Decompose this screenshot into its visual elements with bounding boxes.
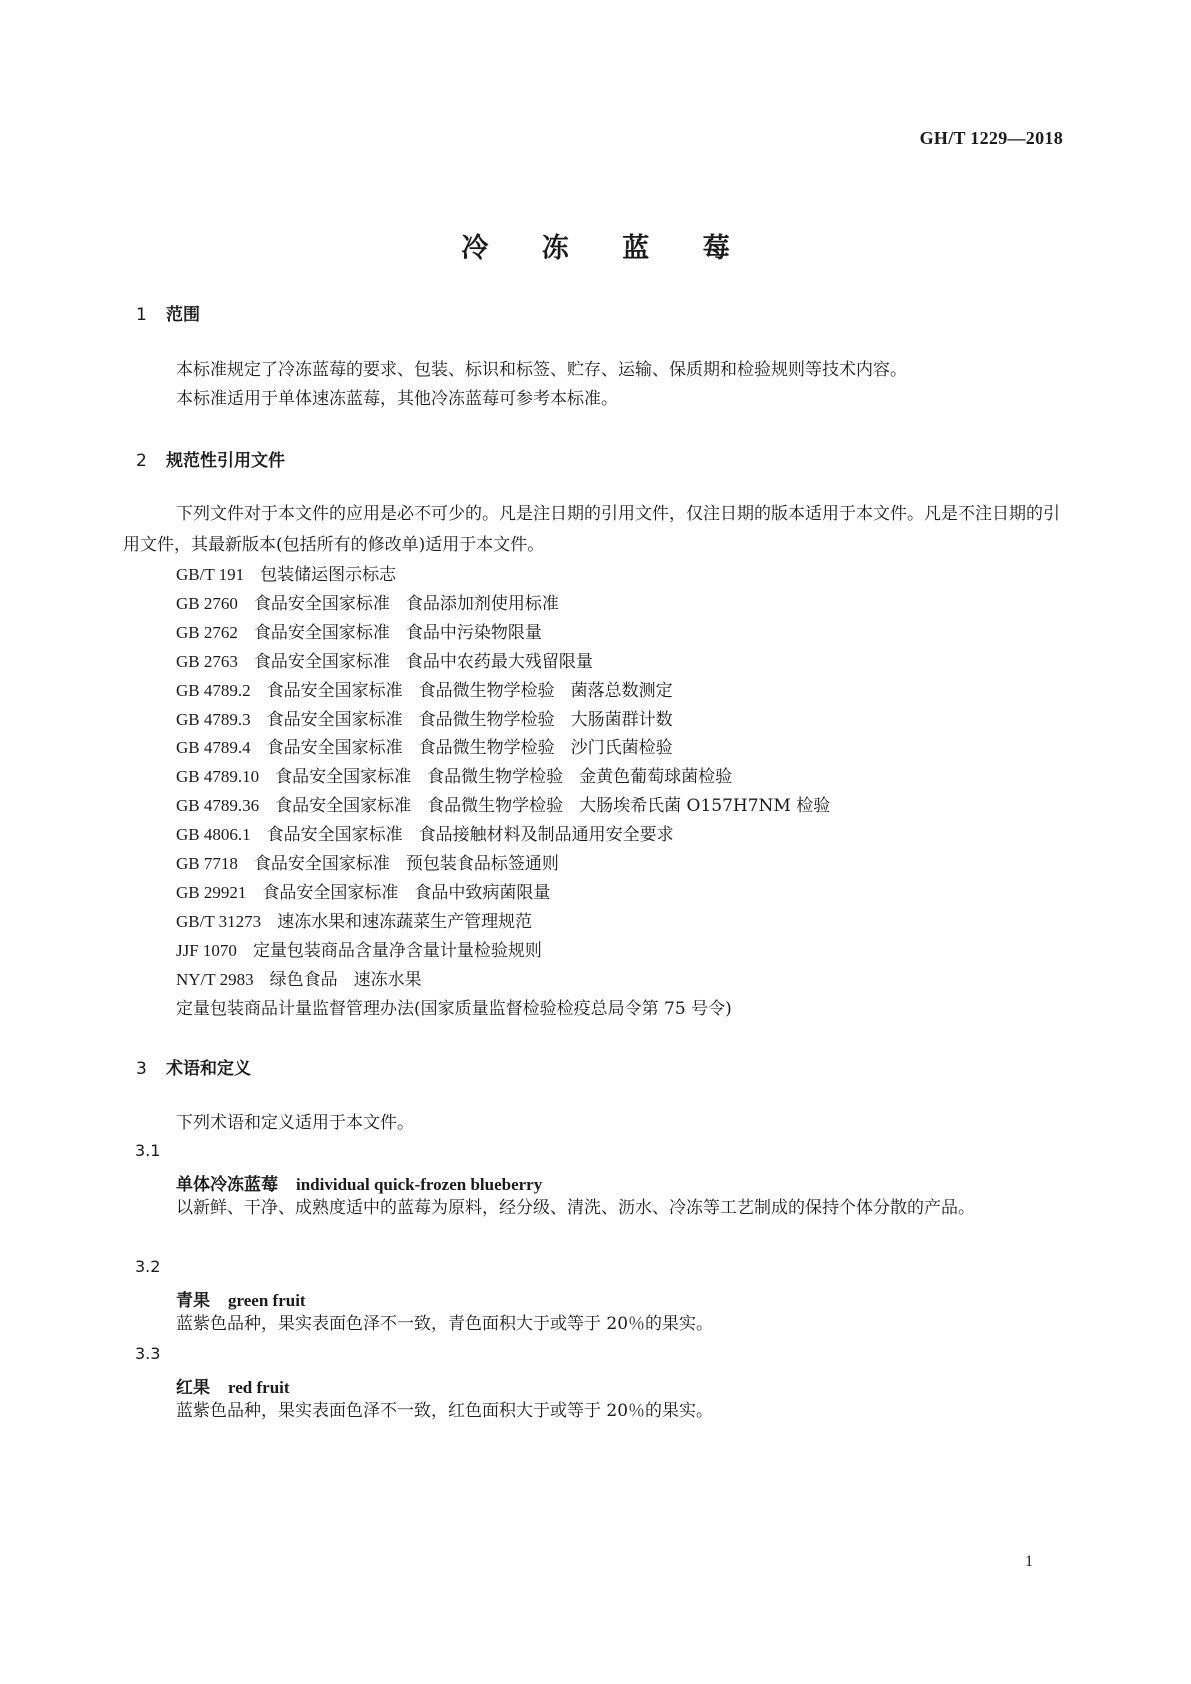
section-title: 范围 bbox=[166, 305, 200, 325]
reference-item bbox=[176, 965, 438, 990]
reference-item bbox=[176, 820, 690, 845]
reference-title: 食品微生物学检验 bbox=[418, 738, 555, 759]
reference-item bbox=[176, 762, 748, 787]
reference-code: GB 4789.10 bbox=[176, 767, 260, 787]
reference-code: GB 4789.3 bbox=[176, 709, 251, 729]
reference-code: GB 29921 bbox=[176, 882, 247, 902]
reference-code: GB/T 191 bbox=[176, 565, 245, 584]
reference-title: 食品添加剂使用标准 bbox=[405, 593, 559, 614]
section-1-heading bbox=[136, 300, 200, 325]
section-3-intro: 下列术语和定义适用于本文件。 bbox=[176, 1113, 414, 1133]
reference-title: 食品安全国家标准 bbox=[275, 796, 412, 817]
standard-number: GH/T 1229—2018 bbox=[919, 128, 1063, 148]
reference-title: 食品安全国家标准 bbox=[262, 882, 399, 903]
section-2-heading bbox=[136, 446, 285, 471]
reference-title: 食品微生物学检验 bbox=[418, 709, 555, 730]
term-definition: 蓝紫色品种，果实表面色泽不一致，青色面积大于或等于 20％的果实。 bbox=[176, 1314, 714, 1334]
reference-code: GB/T 31273 bbox=[176, 911, 262, 931]
term-number: 3.3 bbox=[135, 1344, 161, 1363]
reference-item bbox=[176, 647, 609, 672]
reference-item bbox=[176, 994, 748, 1019]
reference-title: 食品安全国家标准 bbox=[253, 854, 390, 874]
term-heading bbox=[176, 1286, 306, 1311]
section-3-heading bbox=[136, 1054, 251, 1079]
reference-title: 食品安全国家标准 bbox=[266, 738, 403, 759]
reference-item bbox=[176, 705, 689, 730]
reference-code: GB 4789.36 bbox=[176, 796, 260, 816]
reference-title: 菌落总数测定 bbox=[570, 680, 673, 701]
reference-title: 食品接触材料及制品通用安全要求 bbox=[418, 825, 674, 846]
reference-title: 食品安全国家标准 bbox=[266, 709, 403, 730]
reference-title: 食品中农药最大残留限量 bbox=[405, 651, 593, 672]
reference-title: 金黄色葡萄球菌检验 bbox=[579, 767, 733, 788]
reference-item bbox=[176, 907, 548, 932]
reference-code: JJF 1070 bbox=[176, 940, 237, 960]
reference-item bbox=[176, 589, 575, 614]
section-title: 规范性引用文件 bbox=[166, 451, 285, 471]
reference-title: 食品安全国家标准 bbox=[253, 651, 390, 672]
section-number: 2 bbox=[136, 451, 147, 471]
reference-title: 定量包装商品含量净含量计量检验规则 bbox=[252, 940, 542, 961]
reference-item bbox=[176, 936, 558, 961]
reference-title: 包装储运图示标志 bbox=[260, 565, 397, 585]
reference-title: 大肠菌群计数 bbox=[570, 709, 673, 730]
term-zh: 红果 bbox=[176, 1378, 210, 1398]
page-number: 1 bbox=[1025, 1553, 1033, 1570]
document-title: 冷 冻 蓝 莓 bbox=[461, 233, 752, 264]
reference-code: GB 4789.4 bbox=[176, 738, 251, 758]
section-2-intro: 下列文件对于本文件的应用是必不可少的。凡是注日期的引用文件，仅注日期的版本适用于本文件。凡是不注日期的引用文件，其最新版本(包括所有的修改单)适用于本文件。 bbox=[123, 504, 1060, 555]
reference-title: 食品安全国家标准 bbox=[275, 767, 412, 788]
reference-title: 绿色食品 bbox=[269, 969, 338, 990]
term-heading bbox=[176, 1373, 290, 1398]
reference-title: 预包装食品标签通则 bbox=[405, 854, 559, 874]
reference-title: 食品安全国家标准 bbox=[253, 593, 390, 614]
reference-title: 食品安全国家标准 bbox=[266, 825, 403, 846]
reference-title: 定量包装商品计量监督管理办法(国家质量监督检验检疫总局令第 75 号令) bbox=[176, 998, 732, 1019]
section-number: 3 bbox=[136, 1059, 147, 1079]
reference-title: 大肠埃希氏菌 O157H7NM 检验 bbox=[579, 796, 831, 817]
reference-code: GB 4789.2 bbox=[176, 680, 251, 700]
reference-item bbox=[176, 849, 575, 874]
reference-title: 速冻水果和速冻蔬菜生产管理规范 bbox=[277, 911, 533, 932]
term-number: 3.2 bbox=[135, 1257, 161, 1276]
reference-title: 食品安全国家标准 bbox=[266, 680, 403, 701]
term-heading bbox=[176, 1170, 542, 1195]
reference-item bbox=[176, 733, 689, 758]
section-title: 术语和定义 bbox=[166, 1059, 251, 1079]
reference-code: GB 2760 bbox=[176, 593, 238, 613]
term-definition: 以新鲜、干净、成熟度适中的蓝莓为原料，经分级、清洗、沥水、冷冻等工艺制成的保持个体分散的产品。 bbox=[176, 1198, 975, 1218]
reference-title: 食品微生物学检验 bbox=[427, 796, 564, 817]
section-1-paragraph: 本标准适用于单体速冻蓝莓，其他冷冻蓝莓可参考本标准。 bbox=[176, 389, 618, 409]
term-zh: 青果 bbox=[176, 1291, 210, 1311]
reference-title: 沙门氏菌检验 bbox=[570, 738, 673, 759]
reference-title: 食品安全国家标准 bbox=[253, 622, 390, 643]
term-zh: 单体冷冻蓝莓 bbox=[176, 1175, 278, 1195]
reference-code: GB 7718 bbox=[176, 854, 238, 873]
reference-item bbox=[176, 676, 689, 701]
term-en: red fruit bbox=[228, 1378, 290, 1397]
section-1-paragraph: 本标准规定了冷冻蓝莓的要求、包装、标识和标签、贮存、运输、保质期和检验规则等技术内容。 bbox=[176, 360, 907, 380]
reference-title: 食品微生物学检验 bbox=[418, 680, 555, 701]
reference-title: 食品中致病菌限量 bbox=[414, 882, 551, 903]
reference-title: 食品微生物学检验 bbox=[427, 767, 564, 788]
term-en: individual quick-frozen blueberry bbox=[296, 1175, 543, 1194]
reference-code: GB 2763 bbox=[176, 651, 238, 671]
reference-item bbox=[176, 618, 558, 643]
reference-code: NY/T 2983 bbox=[176, 969, 254, 989]
reference-title: 速冻水果 bbox=[353, 969, 422, 990]
term-definition: 蓝紫色品种，果实表面色泽不一致，红色面积大于或等于 20％的果实。 bbox=[176, 1401, 714, 1421]
term-number: 3.1 bbox=[135, 1141, 161, 1160]
reference-code: GB 4806.1 bbox=[176, 825, 251, 845]
reference-title: 食品中污染物限量 bbox=[405, 622, 542, 643]
reference-code: GB 2762 bbox=[176, 622, 238, 642]
reference-item bbox=[176, 791, 846, 816]
reference-item bbox=[176, 878, 566, 903]
reference-item bbox=[176, 560, 412, 585]
term-en: green fruit bbox=[228, 1291, 306, 1310]
section-number: 1 bbox=[136, 305, 147, 325]
